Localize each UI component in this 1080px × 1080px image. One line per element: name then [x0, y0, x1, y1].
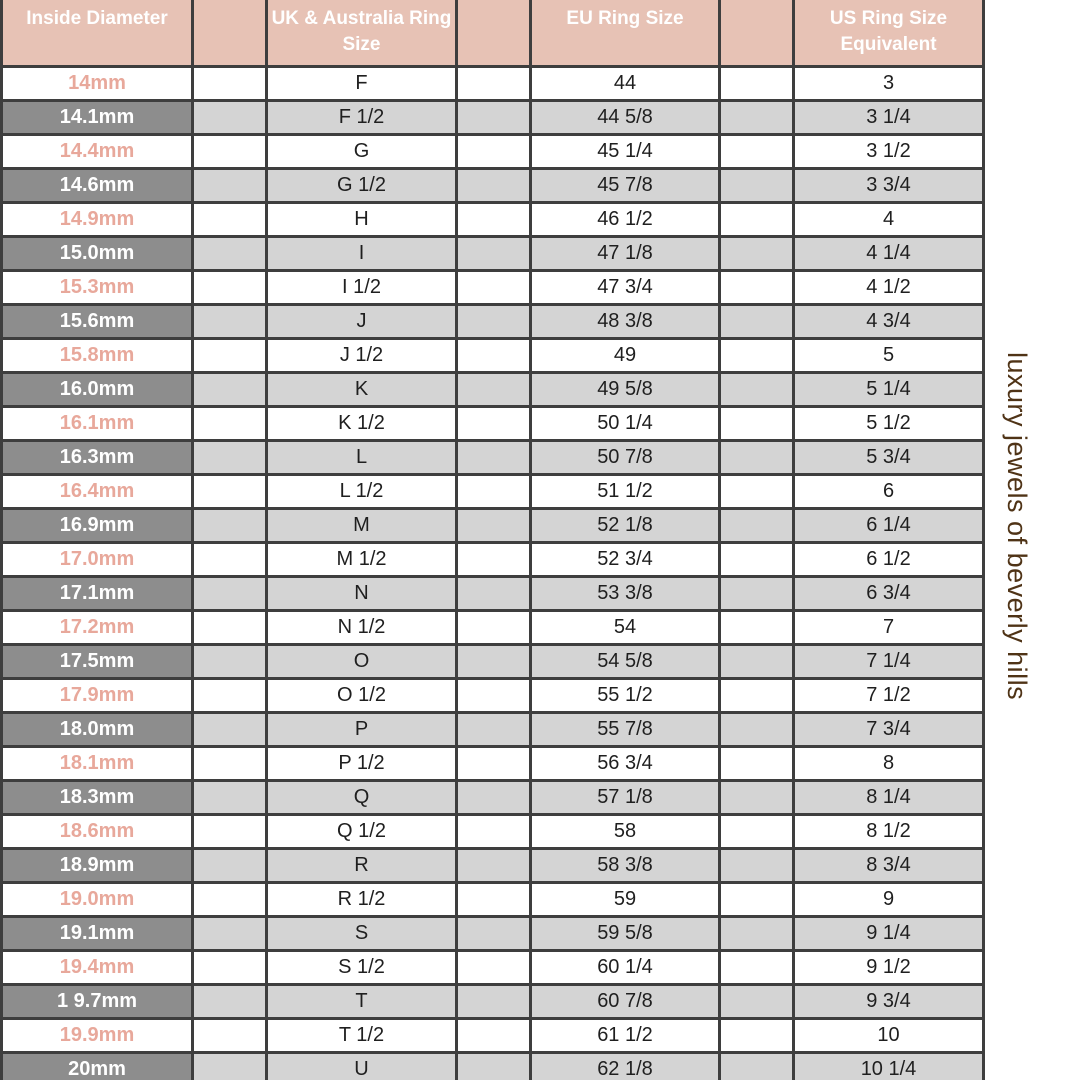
eu-size-cell: 45 1/4	[531, 135, 720, 169]
uk-size-cell: N 1/2	[267, 611, 457, 645]
spacer-cell	[193, 713, 267, 747]
uk-size-cell: J	[267, 305, 457, 339]
us-size-cell: 8 1/4	[794, 781, 984, 815]
eu-size-cell: 62 1/8	[531, 1053, 720, 1080]
table-row	[2, 407, 984, 441]
eu-size-cell: 52 3/4	[531, 543, 720, 577]
eu-size-cell: 44	[531, 67, 720, 101]
eu-size-cell: 49 5/8	[531, 373, 720, 407]
table-row	[2, 1053, 984, 1080]
inside-diameter-cell: 16.4mm	[2, 475, 193, 509]
spacer-cell	[457, 815, 531, 849]
spacer-cell	[193, 339, 267, 373]
spacer-cell	[720, 951, 794, 985]
spacer-cell	[457, 1053, 531, 1080]
uk-size-cell: O 1/2	[267, 679, 457, 713]
us-size-cell: 4 1/4	[794, 237, 984, 271]
spacer-cell	[720, 339, 794, 373]
spacer-cell	[457, 951, 531, 985]
header-inside-diameter: Inside Diameter	[2, 0, 193, 67]
us-size-cell: 9 3/4	[794, 985, 984, 1019]
spacer-cell	[720, 237, 794, 271]
eu-size-cell: 57 1/8	[531, 781, 720, 815]
spacer-cell	[193, 237, 267, 271]
header-row	[2, 0, 984, 67]
us-size-cell: 4	[794, 203, 984, 237]
spacer-cell	[193, 815, 267, 849]
spacer-cell	[457, 203, 531, 237]
spacer-cell	[720, 509, 794, 543]
eu-size-cell: 52 1/8	[531, 509, 720, 543]
us-size-cell: 3 1/2	[794, 135, 984, 169]
eu-size-cell: 48 3/8	[531, 305, 720, 339]
us-size-cell: 7 1/4	[794, 645, 984, 679]
table-row	[2, 203, 984, 237]
table-row	[2, 441, 984, 475]
inside-diameter-cell: 15.0mm	[2, 237, 193, 271]
uk-size-cell: S 1/2	[267, 951, 457, 985]
spacer-cell	[193, 645, 267, 679]
spacer-cell	[457, 509, 531, 543]
spacer-cell	[720, 577, 794, 611]
inside-diameter-cell: 18.9mm	[2, 849, 193, 883]
us-size-cell: 8 3/4	[794, 849, 984, 883]
spacer-cell	[193, 271, 267, 305]
spacer-cell	[457, 747, 531, 781]
spacer-cell	[457, 985, 531, 1019]
spacer-cell	[720, 815, 794, 849]
spacer-cell	[720, 305, 794, 339]
table-row	[2, 373, 984, 407]
eu-size-cell: 53 3/8	[531, 577, 720, 611]
spacer-cell	[720, 849, 794, 883]
eu-size-cell: 51 1/2	[531, 475, 720, 509]
us-size-cell: 10	[794, 1019, 984, 1053]
table-row	[2, 917, 984, 951]
spacer-cell	[720, 1019, 794, 1053]
uk-size-cell: H	[267, 203, 457, 237]
table-row	[2, 101, 984, 135]
uk-size-cell: J 1/2	[267, 339, 457, 373]
spacer-cell	[193, 951, 267, 985]
spacer-cell	[720, 407, 794, 441]
table-row	[2, 135, 984, 169]
inside-diameter-cell: 19.0mm	[2, 883, 193, 917]
header-spacer	[720, 0, 794, 67]
spacer-cell	[457, 849, 531, 883]
us-size-cell: 9 1/4	[794, 917, 984, 951]
inside-diameter-cell: 14.1mm	[2, 101, 193, 135]
us-size-cell: 3	[794, 67, 984, 101]
us-size-cell: 5 1/4	[794, 373, 984, 407]
inside-diameter-cell: 15.8mm	[2, 339, 193, 373]
inside-diameter-cell: 15.6mm	[2, 305, 193, 339]
inside-diameter-cell: 18.0mm	[2, 713, 193, 747]
spacer-cell	[193, 917, 267, 951]
inside-diameter-cell: 14.9mm	[2, 203, 193, 237]
spacer-cell	[193, 509, 267, 543]
spacer-cell	[193, 883, 267, 917]
eu-size-cell: 47 3/4	[531, 271, 720, 305]
table-row	[2, 679, 984, 713]
header-eu-ring-size: EU Ring Size	[531, 0, 720, 67]
uk-size-cell: U	[267, 1053, 457, 1080]
eu-size-cell: 46 1/2	[531, 203, 720, 237]
brand-vertical-text: luxury jewels of beverly hills	[1002, 352, 1032, 701]
us-size-cell: 7	[794, 611, 984, 645]
table-row	[2, 271, 984, 305]
table-row	[2, 339, 984, 373]
uk-size-cell: M 1/2	[267, 543, 457, 577]
inside-diameter-cell: 19.4mm	[2, 951, 193, 985]
spacer-cell	[457, 305, 531, 339]
spacer-cell	[193, 747, 267, 781]
us-size-cell: 5 1/2	[794, 407, 984, 441]
spacer-cell	[193, 781, 267, 815]
eu-size-cell: 61 1/2	[531, 1019, 720, 1053]
us-size-cell: 4 1/2	[794, 271, 984, 305]
eu-size-cell: 45 7/8	[531, 169, 720, 203]
uk-size-cell: R 1/2	[267, 883, 457, 917]
uk-size-cell: G 1/2	[267, 169, 457, 203]
spacer-cell	[193, 475, 267, 509]
spacer-cell	[720, 169, 794, 203]
inside-diameter-cell: 17.9mm	[2, 679, 193, 713]
spacer-cell	[193, 305, 267, 339]
spacer-cell	[457, 713, 531, 747]
spacer-cell	[193, 849, 267, 883]
uk-size-cell: N	[267, 577, 457, 611]
spacer-cell	[720, 67, 794, 101]
eu-size-cell: 50 1/4	[531, 407, 720, 441]
eu-size-cell: 60 7/8	[531, 985, 720, 1019]
spacer-cell	[457, 101, 531, 135]
us-size-cell: 6 3/4	[794, 577, 984, 611]
inside-diameter-cell: 19.9mm	[2, 1019, 193, 1053]
inside-diameter-cell: 17.5mm	[2, 645, 193, 679]
spacer-cell	[720, 713, 794, 747]
uk-size-cell: L 1/2	[267, 475, 457, 509]
table-row	[2, 985, 984, 1019]
uk-size-cell: Q	[267, 781, 457, 815]
uk-size-cell: K	[267, 373, 457, 407]
spacer-cell	[457, 169, 531, 203]
uk-size-cell: R	[267, 849, 457, 883]
inside-diameter-cell: 14mm	[2, 67, 193, 101]
spacer-cell	[457, 441, 531, 475]
spacer-cell	[457, 543, 531, 577]
spacer-cell	[720, 475, 794, 509]
table-row	[2, 815, 984, 849]
inside-diameter-cell: 16.0mm	[2, 373, 193, 407]
eu-size-cell: 58 3/8	[531, 849, 720, 883]
table-row	[2, 475, 984, 509]
spacer-cell	[720, 985, 794, 1019]
eu-size-cell: 59 5/8	[531, 917, 720, 951]
us-size-cell: 3 1/4	[794, 101, 984, 135]
uk-size-cell: F	[267, 67, 457, 101]
us-size-cell: 9 1/2	[794, 951, 984, 985]
spacer-cell	[720, 781, 794, 815]
spacer-cell	[193, 985, 267, 1019]
inside-diameter-cell: 17.2mm	[2, 611, 193, 645]
table-row	[2, 645, 984, 679]
eu-size-cell: 54	[531, 611, 720, 645]
spacer-cell	[193, 101, 267, 135]
spacer-cell	[720, 441, 794, 475]
uk-size-cell: I	[267, 237, 457, 271]
header-spacer	[193, 0, 267, 67]
table-row	[2, 543, 984, 577]
inside-diameter-cell: 20mm	[2, 1053, 193, 1080]
spacer-cell	[720, 883, 794, 917]
us-size-cell: 4 3/4	[794, 305, 984, 339]
spacer-cell	[193, 577, 267, 611]
spacer-cell	[457, 679, 531, 713]
us-size-cell: 7 3/4	[794, 713, 984, 747]
eu-size-cell: 58	[531, 815, 720, 849]
us-size-cell: 6 1/2	[794, 543, 984, 577]
spacer-cell	[193, 611, 267, 645]
us-size-cell: 6 1/4	[794, 509, 984, 543]
spacer-cell	[193, 679, 267, 713]
table-row	[2, 611, 984, 645]
spacer-cell	[457, 373, 531, 407]
spacer-cell	[457, 407, 531, 441]
uk-size-cell: G	[267, 135, 457, 169]
spacer-cell	[720, 1053, 794, 1080]
spacer-cell	[720, 679, 794, 713]
spacer-cell	[720, 611, 794, 645]
header-us-ring-size-equivalent: US Ring Size Equivalent	[794, 0, 984, 67]
us-size-cell: 9	[794, 883, 984, 917]
inside-diameter-cell: 14.6mm	[2, 169, 193, 203]
spacer-cell	[720, 101, 794, 135]
spacer-cell	[457, 645, 531, 679]
eu-size-cell: 50 7/8	[531, 441, 720, 475]
uk-size-cell: I 1/2	[267, 271, 457, 305]
spacer-cell	[457, 475, 531, 509]
spacer-cell	[720, 543, 794, 577]
spacer-cell	[193, 407, 267, 441]
us-size-cell: 8 1/2	[794, 815, 984, 849]
spacer-cell	[720, 373, 794, 407]
inside-diameter-cell: 18.3mm	[2, 781, 193, 815]
spacer-cell	[720, 747, 794, 781]
spacer-cell	[193, 373, 267, 407]
table-row	[2, 237, 984, 271]
header-uk-australia-ring-size: UK & Australia Ring Size	[267, 0, 457, 67]
uk-size-cell: S	[267, 917, 457, 951]
eu-size-cell: 59	[531, 883, 720, 917]
inside-diameter-cell: 17.0mm	[2, 543, 193, 577]
eu-size-cell: 55 7/8	[531, 713, 720, 747]
inside-diameter-cell: 15.3mm	[2, 271, 193, 305]
spacer-cell	[720, 271, 794, 305]
spacer-cell	[193, 203, 267, 237]
uk-size-cell: K 1/2	[267, 407, 457, 441]
inside-diameter-cell: 19.1mm	[2, 917, 193, 951]
spacer-cell	[193, 1019, 267, 1053]
spacer-cell	[457, 611, 531, 645]
us-size-cell: 5 3/4	[794, 441, 984, 475]
table-row	[2, 67, 984, 101]
table-row	[2, 951, 984, 985]
spacer-cell	[457, 883, 531, 917]
spacer-cell	[193, 169, 267, 203]
spacer-cell	[193, 441, 267, 475]
inside-diameter-cell: 18.1mm	[2, 747, 193, 781]
eu-size-cell: 44 5/8	[531, 101, 720, 135]
us-size-cell: 6	[794, 475, 984, 509]
table-row	[2, 305, 984, 339]
spacer-cell	[457, 237, 531, 271]
table-row	[2, 1019, 984, 1053]
table-row	[2, 713, 984, 747]
uk-size-cell: P 1/2	[267, 747, 457, 781]
table-row	[2, 849, 984, 883]
us-size-cell: 7 1/2	[794, 679, 984, 713]
spacer-cell	[457, 135, 531, 169]
spacer-cell	[457, 781, 531, 815]
us-size-cell: 8	[794, 747, 984, 781]
spacer-cell	[193, 1053, 267, 1080]
spacer-cell	[457, 917, 531, 951]
uk-size-cell: T	[267, 985, 457, 1019]
inside-diameter-cell: 14.4mm	[2, 135, 193, 169]
spacer-cell	[457, 577, 531, 611]
uk-size-cell: P	[267, 713, 457, 747]
inside-diameter-cell: 17.1mm	[2, 577, 193, 611]
inside-diameter-cell: 16.1mm	[2, 407, 193, 441]
table-row	[2, 883, 984, 917]
us-size-cell: 3 3/4	[794, 169, 984, 203]
uk-size-cell: M	[267, 509, 457, 543]
eu-size-cell: 54 5/8	[531, 645, 720, 679]
us-size-cell: 10 1/4	[794, 1053, 984, 1080]
uk-size-cell: F 1/2	[267, 101, 457, 135]
uk-size-cell: Q 1/2	[267, 815, 457, 849]
table-row	[2, 747, 984, 781]
spacer-cell	[720, 203, 794, 237]
inside-diameter-cell: 16.3mm	[2, 441, 193, 475]
spacer-cell	[720, 135, 794, 169]
inside-diameter-cell: 18.6mm	[2, 815, 193, 849]
eu-size-cell: 55 1/2	[531, 679, 720, 713]
eu-size-cell: 49	[531, 339, 720, 373]
eu-size-cell: 47 1/8	[531, 237, 720, 271]
spacer-cell	[720, 917, 794, 951]
spacer-cell	[193, 67, 267, 101]
eu-size-cell: 60 1/4	[531, 951, 720, 985]
table-row	[2, 509, 984, 543]
us-size-cell: 5	[794, 339, 984, 373]
spacer-cell	[457, 339, 531, 373]
spacer-cell	[457, 1019, 531, 1053]
uk-size-cell: O	[267, 645, 457, 679]
spacer-cell	[193, 543, 267, 577]
inside-diameter-cell: 16.9mm	[2, 509, 193, 543]
spacer-cell	[720, 645, 794, 679]
uk-size-cell: T 1/2	[267, 1019, 457, 1053]
table-row	[2, 577, 984, 611]
spacer-cell	[193, 135, 267, 169]
table-row	[2, 781, 984, 815]
eu-size-cell: 56 3/4	[531, 747, 720, 781]
header-spacer	[457, 0, 531, 67]
spacer-cell	[457, 271, 531, 305]
spacer-cell	[457, 67, 531, 101]
inside-diameter-cell: 1 9.7mm	[2, 985, 193, 1019]
uk-size-cell: L	[267, 441, 457, 475]
table-row	[2, 169, 984, 203]
